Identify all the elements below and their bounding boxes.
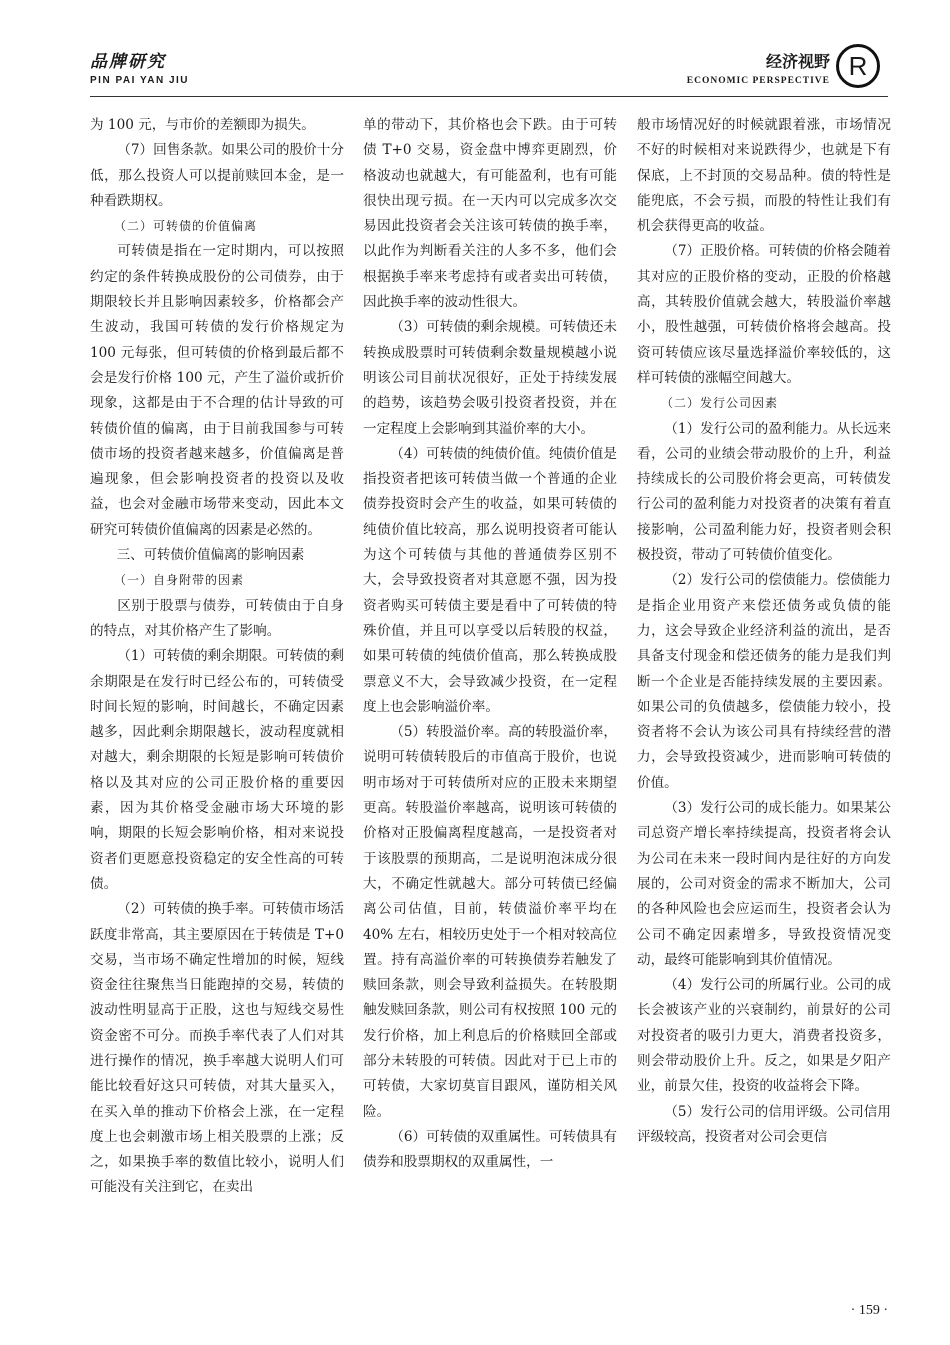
text-column-1 <box>90 113 344 1201</box>
journal-pinyin: PIN PAI YAN JIU <box>90 75 190 86</box>
paragraph: 区别于股票与债券，可转债由于自身的特点，对其价格产生了影响。 <box>90 597 344 639</box>
section-header <box>687 52 830 86</box>
section-heading: 三、可转债价值偏离的影响因素 <box>116 548 305 564</box>
registered-logo-icon: R <box>836 44 880 88</box>
section-heading: （二）可转债的价值偏离 <box>114 219 258 234</box>
header-divider <box>90 96 888 97</box>
section-heading: （一）自身附带的因素 <box>114 573 245 588</box>
paragraph: （7）回售条款。如果公司的股价十分低，那么投资人可以提前赎回本金，是一种看跌期权。 <box>90 142 344 209</box>
paragraph: （7）正股价格。可转债的价格会随着其对应的正股价格的变动，正股的价格越高，其转股价值就会越大，转股溢价率越小，股性越强，可转债价格将会越高。投资可转债应该尽量选择溢价率较低的，这样可转债的涨幅空间越大。 <box>637 243 891 386</box>
paragraph: （4）发行公司的所属行业。公司的成长会被该产业的兴衰制约，前景好的公司对投资者的吸引力更大，消费者投资多，则会带动股价上升。反之，如果是夕阳产业，前景欠佳，投资的收益将会下降。 <box>637 977 891 1095</box>
page-number: · 159 · <box>850 1303 888 1318</box>
paragraph: 般市场情况好的时候就跟着涨，市场情况不好的时候相对来说跌得少，也就是下有保底，上不封顶的交易品种。债的特性是能兜底，不会亏损，而股的特性让我们有机会获得更高的收益。 <box>637 117 891 235</box>
paragraph: （3）发行公司的成长能力。如果某公司总资产增长率持续提高，投资者将会认为公司在未来一段时间内是往好的方向发展的，公司对资金的需求不断加大，公司的各种风险也会应运而生，投资者会认为公司不确定因素增多，导致投资情况变动，最终可能影响到其价值情况。 <box>637 800 891 968</box>
paragraph: （2）可转债的换手率。可转债市场活跃度非常高，其主要原因在于转债是 T+0 交易，当市场不确定性增加的时候，短线资金往往聚焦当日能跑掉的交易，转债的波动性明显高于正股，这也与短线交易性资金密不可分。而换手率代表了人们对其进行操作的情况，换手率越大说明人们可能比较看好这只可转债，对其大量买入，在买入单的推动下价格会上涨，在一定程度上也会刺激市场上相关股票的上涨；反之，如果换手率的数值比较小，说明人们可能没有关注到它，在卖出 <box>90 901 344 1196</box>
section-heading: （二）发行公司因素 <box>661 396 779 411</box>
paragraph: （5）转股溢价率。高的转股溢价率，说明可转债转股后的市值高于股价，也说明市场对于可转债所对应的正股未来期望更高。转股溢价率越高，说明该可转债的价格对正股偏离程度越高，一是投资者对于该股票的预期高，二是说明泡沫成分很大，不确定性就越大。部分可转债已经偏离公司估值，目前，转债溢价率平均在 40% 左右，相较历史处于一个相对较高位置。持有高溢价率的可转换债券若触发了赎回条款，则会导致利益损失。在转股期触发赎回条款，则公司有权按照 100 元的发行价格，加上利息后的价格赎回全部或部分未转股的可转债。因此对于已上市的可转债，大家切莫盲目跟风，谨防相关风险。 <box>363 724 617 1120</box>
paragraph: 单的带动下，其价格也会下跌。由于可转债 T+0 交易，资金盘中博弈更剧烈，价格波动也就越大，有可能盈利，也有可能很快出现亏损。在一天内可以完成多次交易因此投资者会关注该可转债的换手率，以此作为判断看关注的人多不多，他们会根据换手率来考虑持有或者卖出可转债，因此换手率的波动性很大。 <box>363 117 617 311</box>
paragraph: （5）发行公司的信用评级。公司信用评级较高，投资者对公司会更信 <box>637 1103 891 1145</box>
section-title: 经济视野 <box>765 52 830 71</box>
journal-title: 品牌研究 <box>90 52 166 72</box>
paragraph: （1）发行公司的盈利能力。从长远来看，公司的业绩会带动股价的上升，利益持续成长的公司股价将会更高，可转债发行公司的盈利能力对投资者的决策有着直接影响，公司盈利能力好，投资者则会积极投资，带动了可转债价值变化。 <box>637 420 891 564</box>
journal-header <box>90 52 189 86</box>
text-column-2 <box>363 113 617 1175</box>
paragraph: （3）可转债的剩余规模。可转债还未转换成股票时可转债剩余数量规模越小说明该公司目前状况很好，正处于持续发展的趋势，该趋势会吸引投资者投资，并在一定程度上会影响到其溢价率的大小。 <box>363 319 617 437</box>
paragraph: 为 100 元，与市价的差额即为损失。 <box>90 117 315 133</box>
paragraph: （6）可转债的双重属性。可转债具有债券和股票期权的双重属性，一 <box>363 1128 617 1171</box>
paragraph: （4）可转债的纯债价值。纯债价值是指投资者把该可转债当做一个普通的企业债券投资时会产生的收益，如果可转债的纯债价值比较高，那么说明投资者可能认为这个可转债与其他的普通债券区别不大，会导致投资者对其意愿不强，因为投资者购买可转债主要是看中了可转债的特殊价值，并且可以享受以后转股的权益，如果可转债的纯债价值高，那么转换成股票意义不大，会导致减少投资，在一定程度上也会影响溢价率。 <box>363 445 617 715</box>
text-column-3 <box>637 113 891 1150</box>
paragraph: （2）发行公司的偿债能力。偿债能力是指企业用资产来偿还债务或负债的能力，这会导致企业经济利益的流出，是否具备支付现金和偿还债务的能力是我们判断一个企业是否能持续发展的主要因素。如果公司的负债越多，偿债能力较小，投资者将不会认为该公司具有持续经营的潜力，会导致投资减少，进而影响可转债的价值。 <box>637 572 891 791</box>
paragraph: 可转债是指在一定时期内，可以按照约定的条件转换成股份的公司债券，由于期限较长并且影响因素较多，价格都会产生波动，我国可转债的发行价格规定为 100 元每张，但可转债的价格到最后都不会是发行价格 100 元，产生了溢价或折价现象，这都是由于不合理的估计导致的可转债价值的偏离，由于目前我国参与可转债市场的投资者越来越多，价值偏离是普遍现象，但会影响投资者的投资以及收益，也会对金融市场带来变动，因此本文研究可转债价值偏离的因素是必然的。 <box>90 243 344 538</box>
paragraph: （1）可转债的剩余期限。可转债的剩余期限是在发行时已经公布的，可转债受时间长短的影响，时间越长，不确定因素越多，因此剩余期限越长，波动程度就相对越大，剩余期限的长短是影响可转债价格以及其对应的公司正股价格的重要因素，因为其价格受金融市场大环境的影响，期限的长短会影响价格，相对来说投资者们更愿意投资稳定的安全性高的可转债。 <box>90 648 344 892</box>
section-subtitle: ECONOMIC PERSPECTIVE <box>686 76 830 86</box>
